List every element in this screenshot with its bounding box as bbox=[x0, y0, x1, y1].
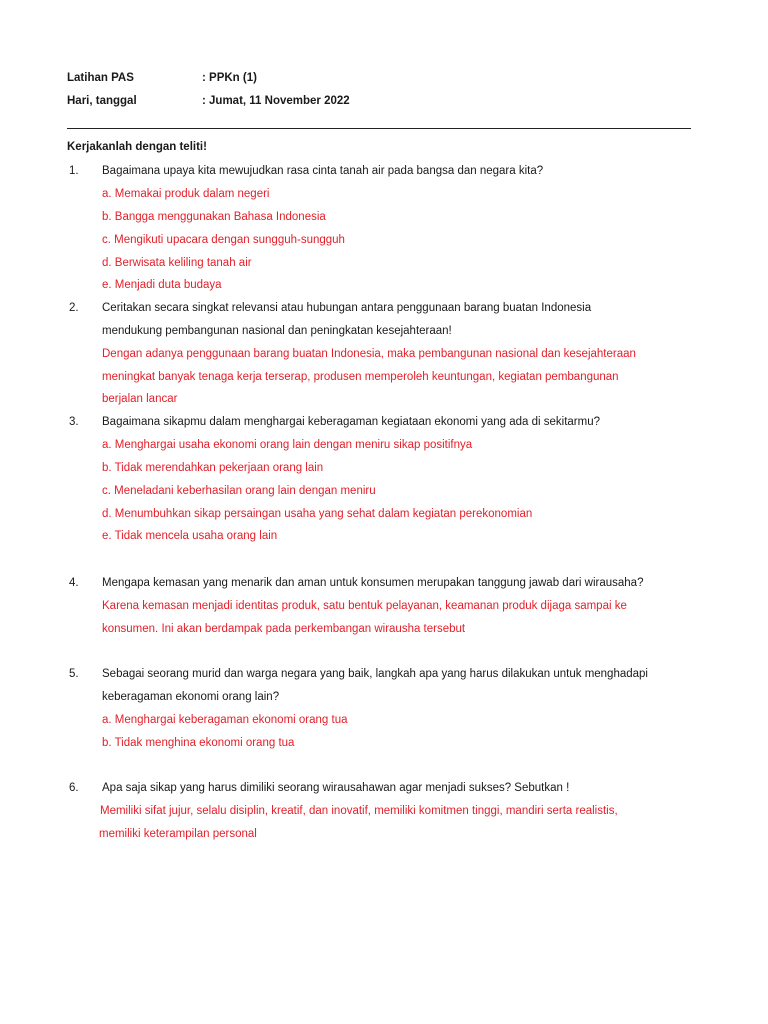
question-text: Bagaimana upaya kita mewujudkan rasa cinta tanah air pada bangsa dan negara kita? bbox=[102, 165, 544, 177]
answer-option: e. Menjadi duta budaya bbox=[102, 279, 222, 291]
answer-option: c. Meneladani keberhasilan orang lain dengan meniru bbox=[102, 485, 376, 497]
answer-option: d. Menumbuhkan sikap persaingan usaha yang sehat dalam kegiatan perekonomian bbox=[102, 508, 533, 520]
answer-text: Karena kemasan menjadi identitas produk, satu bentuk pelayanan, keamanan produk dijaga sampai ke bbox=[102, 600, 627, 612]
date-label: Hari, tanggal bbox=[67, 95, 137, 107]
instruction: Kerjakanlah dengan teliti! bbox=[67, 141, 207, 153]
question-number: 4. bbox=[69, 577, 79, 589]
question-number: 1. bbox=[69, 165, 79, 177]
question-text: Ceritakan secara singkat relevansi atau hubungan antara penggunaan barang buatan Indonesia bbox=[102, 302, 592, 314]
header-divider bbox=[67, 128, 691, 129]
answer-option: b. Bangga menggunakan Bahasa Indonesia bbox=[102, 211, 326, 223]
question-number: 5. bbox=[69, 668, 79, 680]
question-text: Mengapa kemasan yang menarik dan aman untuk konsumen merupakan tanggung jawab dari wirausaha? bbox=[102, 577, 644, 589]
header-exercise-row bbox=[67, 72, 257, 84]
question-text: keberagaman ekonomi orang lain? bbox=[102, 691, 280, 703]
answer-text: berjalan lancar bbox=[102, 393, 178, 405]
answer-option: b. Tidak merendahkan pekerjaan orang lain bbox=[102, 462, 324, 474]
answer-option: a. Menghargai keberagaman ekonomi orang tua bbox=[102, 714, 348, 726]
exercise-value: : PPKn (1) bbox=[202, 72, 257, 84]
question-text: Bagaimana sikapmu dalam menghargai keberagaman kegiataan ekonomi yang ada di sekitarmu? bbox=[102, 416, 600, 428]
question-number: 6. bbox=[69, 782, 79, 794]
answer-text: konsumen. Ini akan berdampak pada perkembangan wirausha tersebut bbox=[102, 623, 466, 635]
date-value: : Jumat, 11 November 2022 bbox=[202, 95, 350, 107]
answer-option: e. Tidak mencela usaha orang lain bbox=[102, 530, 278, 542]
question-text: Sebagai seorang murid dan warga negara yang baik, langkah apa yang harus dilakukan untuk menghadapi bbox=[102, 668, 648, 680]
header-date-row bbox=[67, 95, 350, 107]
answer-option: c. Mengikuti upacara dengan sungguh-sungguh bbox=[102, 234, 345, 246]
exercise-label: Latihan PAS bbox=[67, 72, 134, 84]
answer-option: b. Tidak menghina ekonomi orang tua bbox=[102, 737, 295, 749]
question-number: 3. bbox=[69, 416, 79, 428]
answer-option: a. Menghargai usaha ekonomi orang lain dengan meniru sikap positifnya bbox=[102, 439, 473, 451]
answer-option: a. Memakai produk dalam negeri bbox=[102, 188, 270, 200]
question-text: Apa saja sikap yang harus dimiliki seorang wirausahawan agar menjadi sukses? Sebutkan ! bbox=[102, 782, 570, 794]
answer-text: Memiliki sifat jujur, selalu disiplin, kreatif, dan inovatif, memiliki komitmen tinggi, mandiri serta realistis, bbox=[100, 805, 618, 817]
answer-text: Dengan adanya penggunaan barang buatan Indonesia, maka pembangunan nasional dan kesejahteraan bbox=[102, 348, 636, 360]
answer-option: d. Berwisata keliling tanah air bbox=[102, 257, 252, 269]
answer-text: memiliki keterampilan personal bbox=[99, 828, 257, 840]
question-text: mendukung pembangunan nasional dan peningkatan kesejahteraan! bbox=[102, 325, 452, 337]
question-number: 2. bbox=[69, 302, 79, 314]
answer-text: meningkat banyak tenaga kerja terserap, produsen memperoleh keuntungan, kegiatan pembangunan bbox=[102, 371, 619, 383]
